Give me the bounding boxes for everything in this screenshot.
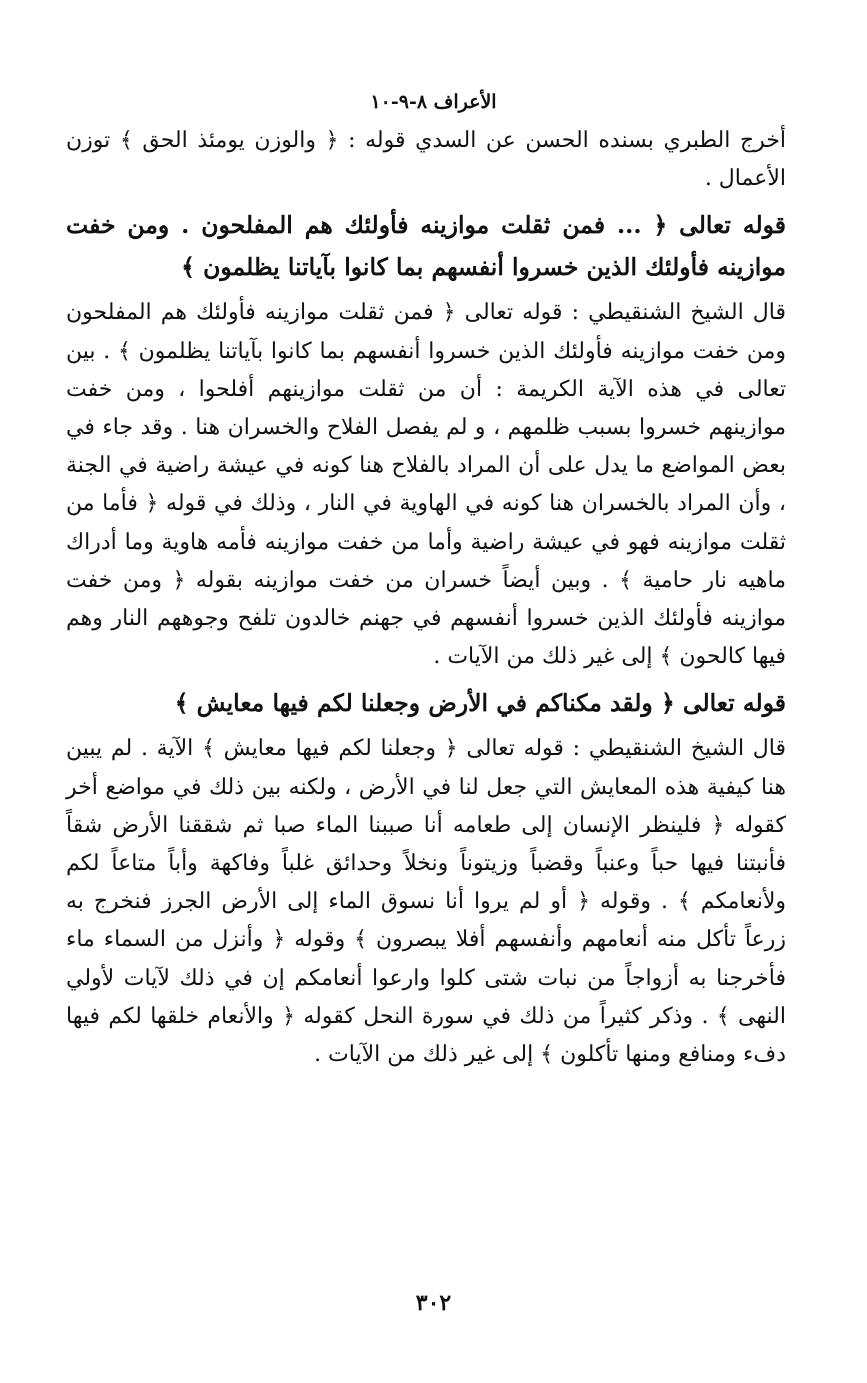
paragraph-shanqiti-livelihoods: قال الشيخ الشنقيطي : قوله تعالى ﴿ وجعلنا لكم فيها معايش ﴾ الآية . لم يبين هنا كيفية هذه المعايش التي جعل لنا في الأرض ، ولكنه بين ذلك في مواضع أخر كقوله ﴿ فلينظر الإنسان إلى طعامه أنا صببنا الماء صبا ثم شققنا الأرض شقاً فأنبتنا فيها حباً وعنباً وقضباً وزيتوناً ونخلاً وحدائق غلباً وفاكهة وأباً متاعاً لكم ولأنعامكم ﴾ . وقوله ﴿ أو لم يروا أنا نسوق الماء إلى الأرض الجرز فنخرج به زرعاً تأكل منه أنعامهم وأنفسهم أفلا يبصرون ﴾ وقوله ﴿ وأنزل من السماء ماء فأخرجنا به أزواجاً من نبات شتى كلوا وارعوا أنعامكم إن في ذلك لآيات لأولي النهى ﴾ . وذكر كثيراً من ذلك في سورة النحل كقوله ﴿ والأنعام خلقها لكم فيها دفء ومنافع ومنها تأكلون ﴾ إلى غير ذلك من الآيات . [66,736,786,1068]
paragraph-shanqiti-scales: قال الشيخ الشنقيطي : قوله تعالى ﴿ فمن ثقلت موازينه فأولئك هم المفلحون ومن خفت موازينه فأولئك الذين خسروا أنفسهم بما كانوا بآياتنا يظلمون ﴾ . بين تعالى في هذه الآية الكريمة : أن من ثقلت موازينهم أفلحوا ، ومن خفت موازينهم خسروا بسبب ظلمهم ، و لم يفصل الفلاح والخسران هنا . وقد جاء في بعض المواضع ما يدل على أن المراد بالفلاح هنا كونه في عيشة راضية في الجنة ، وأن المراد بالخسران هنا كونه في الهاوية في النار ، وذلك في قوله ﴿ فأما من ثقلت موازينه فهو في عيشة راضية وأما من خفت موازينه فأمه هاوية وما أدراك ماهيه نار حامية ﴾ . وبين أيضاً خسران من خفت موازينه بقوله ﴿ ومن خفت موازينه فأولئك الذين خسروا أنفسهم في جهنم خالدون تلفح وجوههم النار وهم فيها كالحون ﴾ إلى غير ذلك من الآيات . [66,300,786,670]
page-number: ٣٠٢ [415,1290,452,1316]
paragraph-tabari-citation: أخرج الطبري بسنده الحسن عن السدي قوله : ﴿ والوزن يومئذ الحق ﴾ توزن الأعمال . [66,128,786,192]
verse-heading-livelihoods: قوله تعالى ﴿ ولقد مكناكم في الأرض وجعلنا لكم فيها معايش ﴾ [174,689,786,718]
running-header: الأعراف ٨-٩-١٠ [370,91,497,113]
page-body [66,122,786,1074]
verse-heading-scales: قوله تعالى ﴿ ... فمن ثقلت موازينه فأولئك هم المفلحون . ومن خفت موازينه فأولئك الذين خسروا أنفسهم بما كانوا بآياتنا يظلمون ﴾ [66,211,786,282]
